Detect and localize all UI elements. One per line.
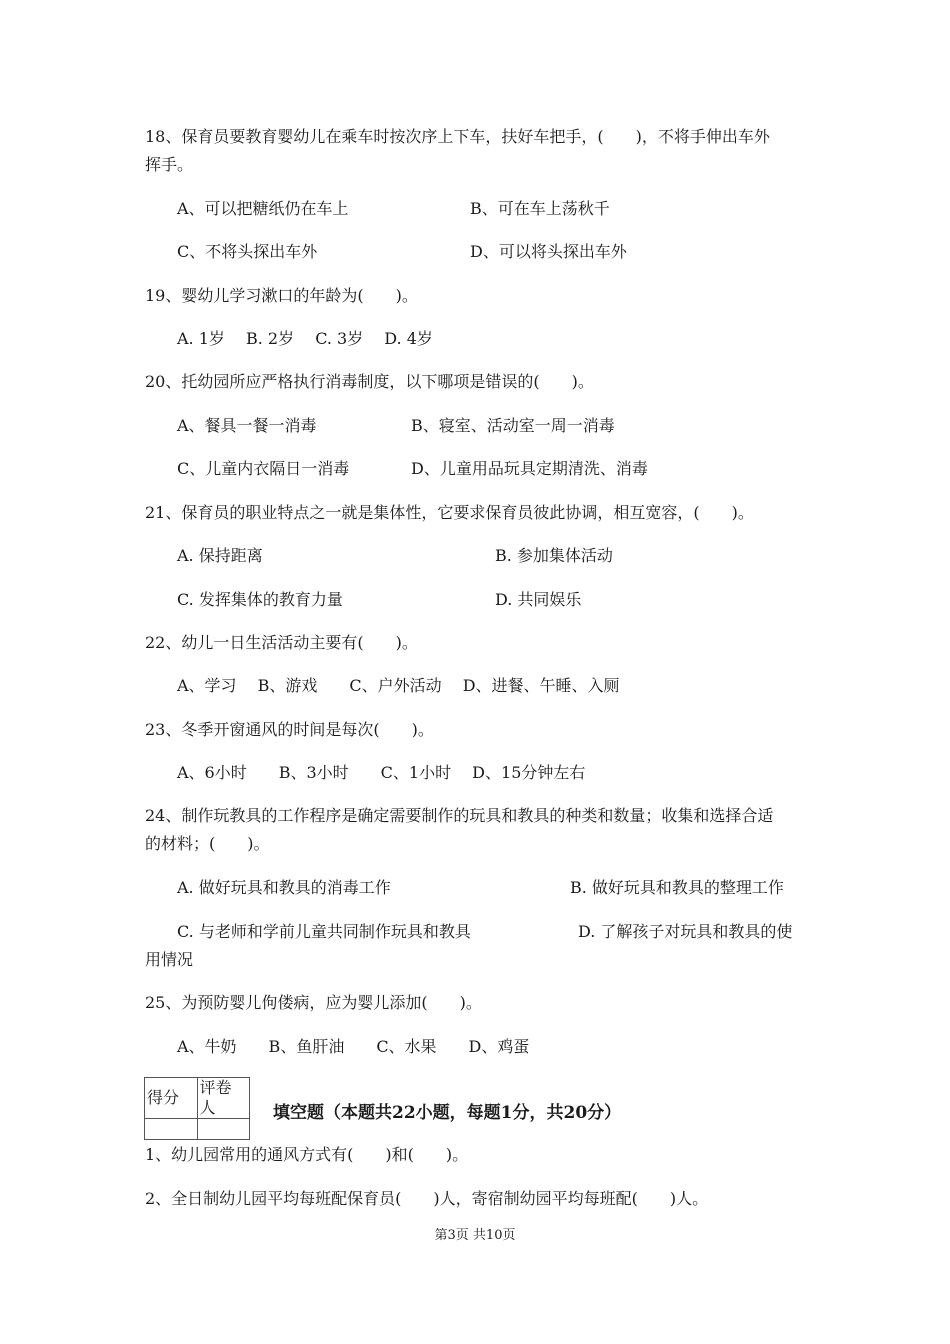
question-18-option-c: C、不将头探出车外 [177,242,318,261]
question-22-options: A、学习 B、游戏 C、户外活动 D、进餐、午睡、入厕 [177,676,620,695]
grader-cell [197,1119,250,1140]
question-21-option-d: D. 共同娱乐 [495,590,582,609]
page-number: 第3页 共10页 [434,1228,516,1243]
fill-question-2: 2、全日制幼儿园平均每班配保育员( )人，寄宿制幼园平均每班配( )人。 [145,1189,709,1208]
question-24-option-d-cont: 用情况 [145,950,194,969]
question-23-options: A、6小时 B、3小时 C、1小时 D、15分钟左右 [177,763,586,782]
question-20-option-b: B、寝室、活动室一周一消毒 [411,416,615,435]
question-18-line-2: 挥手。 [145,155,194,174]
question-24-option-c: C. 与老师和学前儿童共同制作玩具和教具 [177,922,471,941]
fill-question-1: 1、幼儿园常用的通风方式有( )和( )。 [145,1145,469,1164]
question-24-option-a: A. 做好玩具和教具的消毒工作 [177,878,391,897]
grader-label: 评卷人 [197,1078,250,1119]
question-25-options: A、牛奶 B、鱼肝油 C、水果 D、鸡蛋 [177,1037,530,1056]
question-23: 23、冬季开窗通风的时间是每次( )。 [145,720,434,739]
question-18-line-1: 18、保育员要教育婴幼儿在乘车时按次序上下车，扶好车把手，( )，不将手伸出车外 [145,127,770,146]
question-20-option-a: A、餐具一餐一消毒 [177,416,317,435]
question-21: 21、保育员的职业特点之一就是集体性，它要求保育员彼此协调，相互宽容，( )。 [145,503,754,522]
question-18-option-d: D、可以将头探出车外 [470,242,627,261]
question-21-option-b: B. 参加集体活动 [495,546,613,565]
question-18-option-a: A、可以把糖纸仍在车上 [177,199,349,218]
question-24-line-1: 24、制作玩教具的工作程序是确定需要制作的玩具和教具的种类和数量；收集和选择合适 [145,806,774,825]
score-label: 得分 [145,1078,198,1119]
question-21-option-a: A. 保持距离 [177,546,263,565]
question-20-option-c: C、儿童内衣隔日一消毒 [177,459,350,478]
question-20-option-d: D、儿童用品玩具定期清洗、消毒 [411,459,648,478]
question-24-option-b: B. 做好玩具和教具的整理工作 [570,878,784,897]
question-19-options: A. 1岁 B. 2岁 C. 3岁 D. 4岁 [177,329,433,348]
score-box [144,1077,250,1140]
question-24-line-2: 的材料；( )。 [145,834,270,853]
section-title: 填空题（本题共22小题，每题1分，共20分） [273,1103,622,1123]
score-cell [145,1119,198,1140]
question-19: 19、婴幼儿学习漱口的年龄为( )。 [145,286,418,305]
question-22: 22、幼儿一日生活活动主要有( )。 [145,633,418,652]
question-25: 25、为预防婴儿佝偻病，应为婴儿添加( )。 [145,993,482,1012]
question-18-option-b: B、可在车上荡秋千 [470,199,610,218]
question-24-option-d: D. 了解孩子对玩具和教具的使 [578,922,793,941]
question-20: 20、托幼园所应严格执行消毒制度，以下哪项是错误的( )。 [145,372,594,391]
question-21-option-c: C. 发挥集体的教育力量 [177,590,343,609]
